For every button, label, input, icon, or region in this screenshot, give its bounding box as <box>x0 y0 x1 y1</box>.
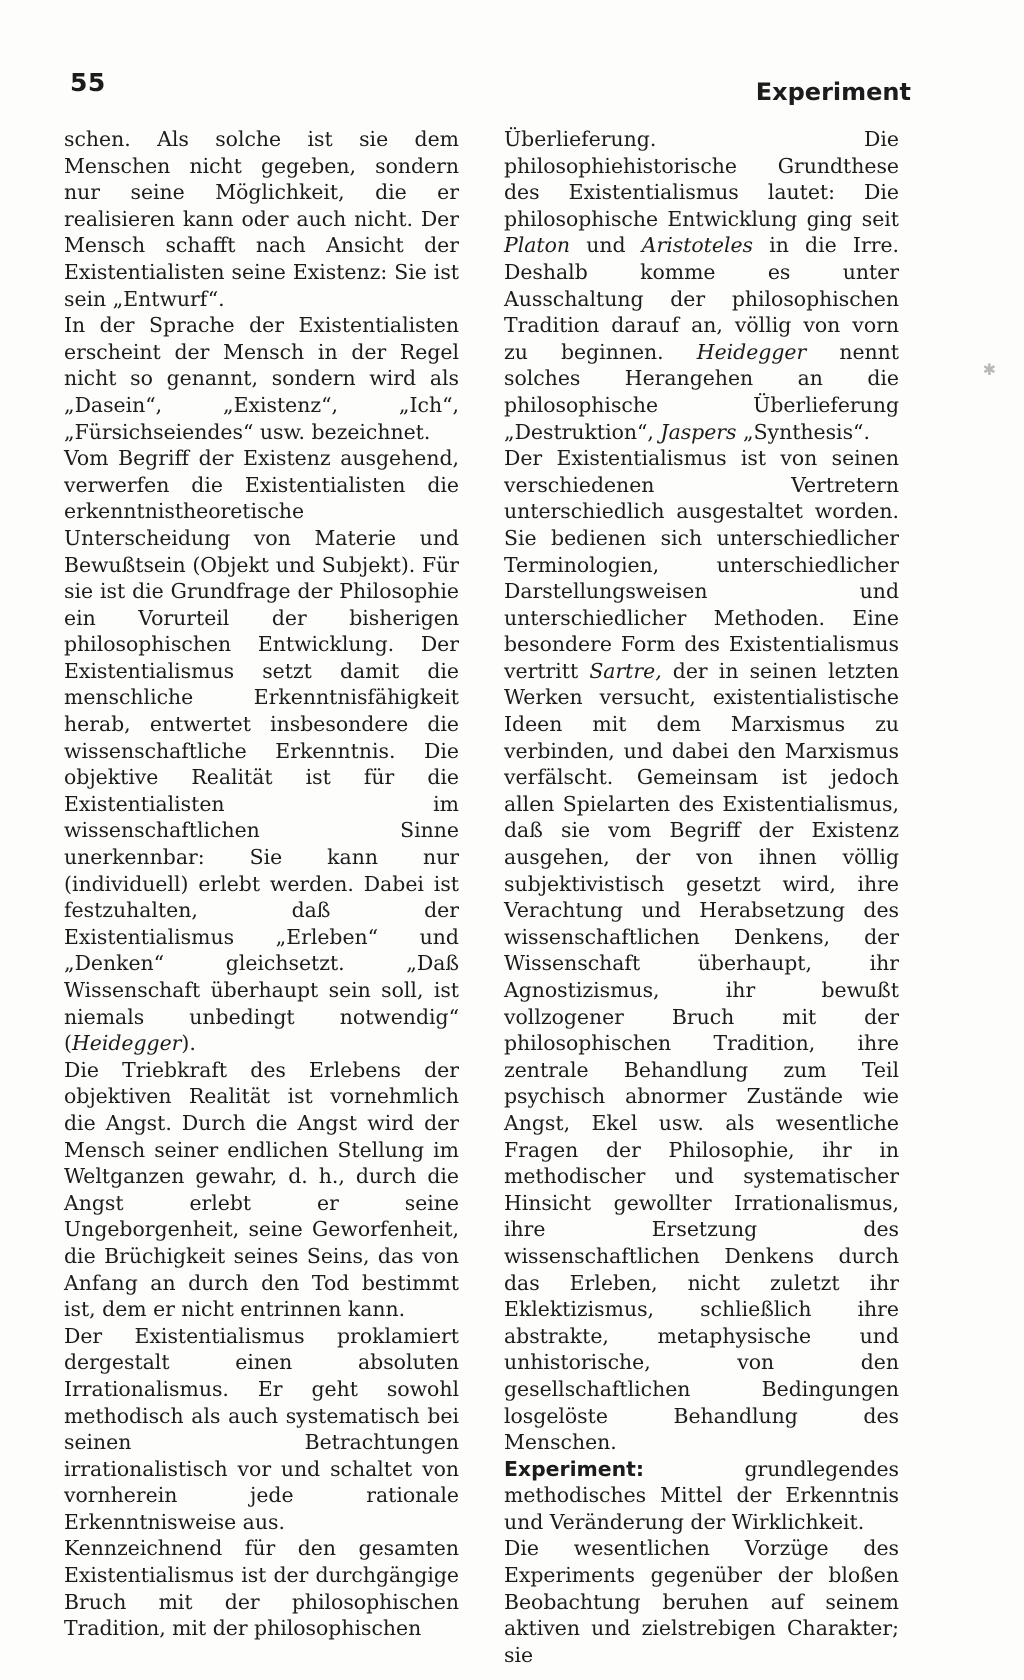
dictionary-entry <box>504 1456 899 1536</box>
author-name: Heidegger <box>71 1031 182 1056</box>
entry-definition: grundlegendes methodisches Mittel der Erkenntnis und Veränderung der Wirklichkeit. <box>504 1456 899 1534</box>
paragraph-text: in die Irre. Deshalb komme es unter Ausschaltung der philosophischen Tradition darauf an, völlig von vorn zu beginnen. <box>504 233 900 364</box>
paragraph <box>504 126 899 445</box>
paragraph: Kennzeichnend für den gesamten Existentialismus ist der durchgängige Bruch mit der philosophischen Tradition, mit der philosophischen <box>64 1536 459 1641</box>
page-number: 55 <box>70 68 106 97</box>
paragraph-text: „Synthesis“. <box>736 419 870 444</box>
paragraph: In der Sprache der Existentialisten erscheint der Mensch in der Regel nicht so genannt, sondern wird als „Dasein“, „Existenz“, „Ich“, „Fürsichseiendes“ usw. bezeichnet. <box>64 313 459 444</box>
paragraph: schen. Als solche ist sie dem Menschen nicht gegeben, sondern nur seine Möglichkeit, die er realisieren kann oder auch nicht. Der Mensch schafft nach Ansicht der Existentialisten seine Existenz: Sie ist sein „Entwurf“. <box>64 127 459 311</box>
paragraph-text: Vom Begriff der Existenz ausgehend, verwerfen die Existentialisten die erkenntnistheoretische Unterscheidung von Materie und Bewußtsein (Objekt und Subjekt). Für sie ist die Grundfrage der Philosophie ein Vorurteil der bisherigen philosophischen Entwicklung. Der Existentialismus setzt damit die menschliche Erkenntnisfähigkeit herab, entwertet insbesondere die wissenschaftliche Erkenntnis. Die objektive Realität ist für die Existentialisten im wissenschaftlichen Sinne unerkennbar: Sie kann nur (individuell) erlebt werden. Dabei ist festzuhalten, daß der Existentialismus „Erleben“ und „Denken“ gleichsetzt. „Daß Wissenschaft überhaupt sein soll, ist niemals unbedingt notwendig“ ( <box>64 446 459 1056</box>
paragraph-text: der in seinen letzten Werken versucht, existentialistische Ideen mit dem Marxismus zu verbinden, und dabei den Marxismus verfälscht. Gemeinsam ist jedoch allen Spielarten des Existentialismus, daß sie vom Begriff der Existenz ausgehen, der von ihnen völlig subjektivistisch gesetzt wird, ihre Verachtung und Herabsetzung des wissenschaftlichen Denkens, der Wissenschaft überhaupt, ihr Agnostizismus, ihr bewußt vollzogener Bruch mit der philosophischen Tradition, ihre zentrale Behandlung zum Teil psychisch abnormer Zustände wie Angst, Ekel usw. als wesentliche Fragen der Philosophie, ihr in methodischer und systematischer Hinsicht gewollter Irrationalismus, ihre Ersetzung des wissenschaftlichen Denkens durch das Erleben, nicht zuletzt ihr Eklektizismus, schließlich ihre abstrakte, metaphysische und unhistorische, von den gesellschaftlichen Bedingungen losgelöste Behandlung des Menschen. <box>504 658 899 1455</box>
paragraph-text: Der Existentialismus ist von seinen verschiedenen Vertretern unterschiedlich ausgestaltet worden. Sie bedienen sich unterschiedlicher Terminologien, unterschiedlicher Darstellungsweisen und unterschiedlicher Methoden. Eine besondere Form des Existentialismus vertritt <box>504 446 899 683</box>
paragraph-text: nennt solches Herangehen an die philosophische Überlieferung „Destruktion“, <box>504 339 899 444</box>
author-name: Jaspers <box>660 419 737 444</box>
running-head: Experiment <box>755 78 911 106</box>
paragraph-text: Überlieferung. Die philosophiehistorische Grundthese des Existentialismus lautet: Die philosophische Entwicklung ging seit <box>504 127 899 231</box>
paragraph: Die Triebkraft des Erlebens der objektiven Realität ist vornehmlich die Angst. Durch die Angst wird der Mensch seiner endlichen Stellung im Weltganzen gewahr, d. h., durch die Angst erlebt er seine Ungeborgenheit, seine Geworfenheit, die Brüchigkeit seines Seins, das von Anfang an durch den Tod bestimmt ist, dem er nicht entrinnen kann. <box>64 1057 459 1322</box>
author-name: Platon <box>504 233 571 258</box>
paragraph-text: ). <box>181 1031 196 1056</box>
author-name: Heidegger <box>696 339 807 364</box>
paragraph <box>64 445 459 1057</box>
margin-mark-icon: ✱ <box>982 360 996 379</box>
entry-term: Experiment: <box>504 1456 645 1481</box>
right-column <box>504 126 899 1668</box>
author-name: Sartre, <box>589 658 662 683</box>
paragraph: Der Existentialismus proklamiert dergestalt einen absoluten Irrationalismus. Er geht sowohl methodisch als auch systematisch bei seinen Betrachtungen irrationalistisch vor und schaltet von vornherein jede rationale Erkenntnisweise aus. <box>64 1323 459 1534</box>
left-column <box>64 126 459 1642</box>
paragraph <box>504 445 899 1456</box>
author-name: Aristoteles <box>641 233 753 258</box>
paragraph-text: und <box>570 233 642 258</box>
paragraph: Die wesentlichen Vorzüge des Experiments gegenüber der bloßen Beobachtung beruhen auf seinem aktiven und zielstrebigen Charakter; sie <box>504 1536 899 1667</box>
